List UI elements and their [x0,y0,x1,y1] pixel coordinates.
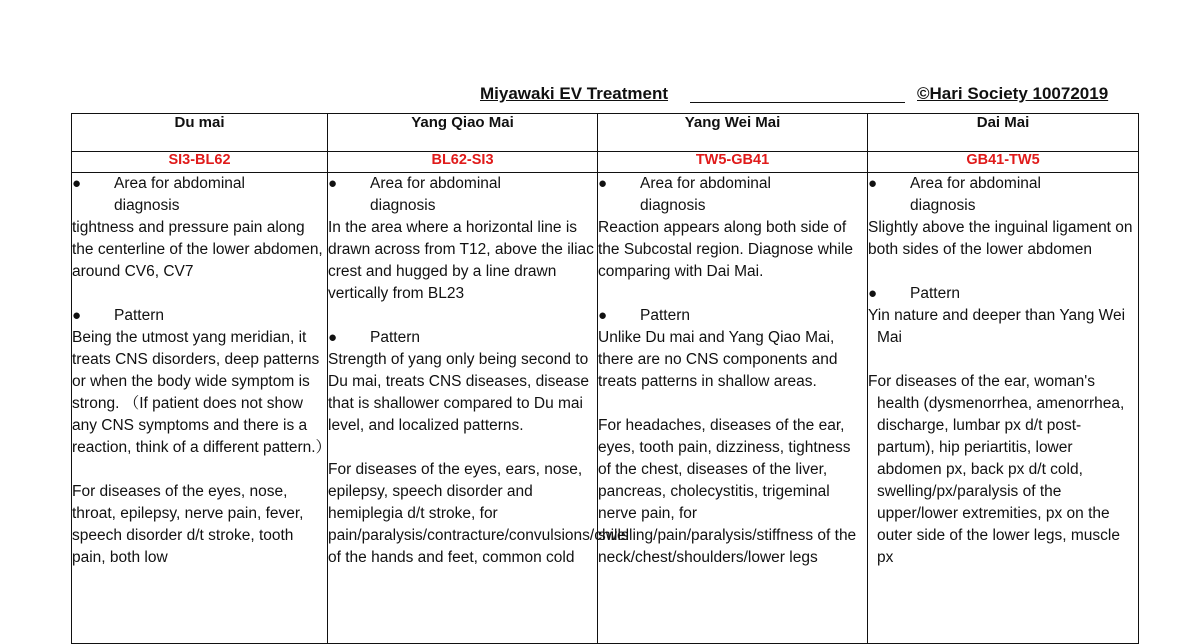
column-body-dai-mai [868,173,1139,644]
pattern-heading [598,305,867,327]
body-row [72,173,1139,644]
bullet-icon: ● [328,175,338,192]
pattern-heading-label: Pattern [910,285,960,302]
treatment-table [71,113,1139,644]
area-heading-line-1: Area for abdominal [640,175,771,192]
header-row [72,114,1139,152]
pattern-text: Strength of yang only being second to Du mai, treats CNS diseases, disease that is shallower compared to Du mai level, and localized patterns. [328,351,590,434]
column-body-yang-wei-mai [598,173,868,644]
area-heading-line-1: Area for abdominal [370,175,501,192]
point-code-dai-mai: GB41-TW5 [868,152,1139,173]
pattern-heading [328,327,597,349]
bullet-icon: ● [72,175,82,192]
column-header-yang-qiao-mai: Yang Qiao Mai [328,114,598,152]
point-code-yang-wei-mai: TW5-GB41 [598,152,868,173]
area-heading-line-1: Area for abdominal [910,175,1041,192]
area-text: Slightly above the inguinal ligament on both sides of the lower abdomen [868,219,1133,258]
area-heading [868,173,1138,217]
area-heading [72,173,327,217]
title-underline-rule [690,102,905,103]
bullet-icon: ● [598,307,608,324]
area-text: tightness and pressure pain along the centerline of the lower abdomen, around CV6, CV7 [72,219,323,280]
point-code-du-mai: SI3-BL62 [72,152,328,173]
area-heading-line-2: diagnosis [910,197,976,214]
column-header-du-mai: Du mai [72,114,328,152]
indication-text: For diseases of the eyes, ears, nose, epilepsy, speech disorder and hemiplegia d/t stroke, for pain/paralysis/contracture/convulsions/chills of the hands and feet, common cold [328,461,629,566]
bullet-icon: ● [868,285,878,302]
column-body-du-mai [72,173,332,644]
bullet-icon: ● [328,329,338,346]
document-title: Miyawaki EV Treatment [480,84,669,103]
column-header-yang-wei-mai: Yang Wei Mai [598,114,868,152]
point-code-yang-qiao-mai: BL62-SI3 [328,152,598,173]
indication-text: For diseases of the eyes, nose, throat, epilepsy, nerve pain, fever, speech disorder d/t stroke, tooth pain, both low [72,483,304,566]
pattern-heading [868,283,1138,305]
bullet-icon: ● [868,175,878,192]
area-heading-line-2: diagnosis [370,197,436,214]
indication-text: For diseases of the ear, woman's health (dysmenorrhea, amenorrhea, discharge, lumbar px d/t post-partum), hip periartitis, lower abdomen px, back px d/t cold, swelling/px/paralysis of the upper/lower extremities, px on the outer side of the lower legs, muscle px [868,373,1125,566]
document-title-row [0,84,1200,106]
pattern-text: Being the utmost yang meridian, it treats CNS disorders, deep patterns or when the body wide symptom is strong. （If patient does not show any CNS symptoms and there is a reaction, think of a different pattern.） [72,329,332,456]
area-heading [598,173,867,217]
pattern-heading [72,305,327,327]
column-header-dai-mai: Dai Mai [868,114,1139,152]
indication-text: For headaches, diseases of the ear, eyes, tooth pain, dizziness, tightness of the chest, diseases of the liver, pancreas, cholecystitis, trigeminal nerve pain, for swelling/pain/paralysis/stiffness of the neck/chest/shoulders/lower legs [598,417,857,566]
pattern-heading-label: Pattern [640,307,690,324]
copyright-notice: ©Hari Society 10072019 [917,84,1109,103]
area-heading-line-2: diagnosis [640,197,706,214]
column-body-yang-qiao-mai [328,173,629,644]
bullet-icon: ● [72,307,82,324]
pattern-heading-label: Pattern [114,307,164,324]
area-text: In the area where a horizontal line is drawn across from T12, above the iliac crest and hugged by a line drawn vertically from BL23 [328,219,594,302]
bullet-icon: ● [598,175,608,192]
code-row [72,152,1139,173]
area-heading [328,173,597,217]
area-text: Reaction appears along both side of the Subcostal region. Diagnose while comparing with Dai Mai. [598,219,854,280]
pattern-heading-label: Pattern [370,329,420,346]
pattern-text: Unlike Du mai and Yang Qiao Mai, there are no CNS components and treats patterns in shallow areas. [598,329,838,390]
area-heading-line-1: Area for abdominal [114,175,245,192]
area-heading-line-2: diagnosis [114,197,180,214]
pattern-text: Yin nature and deeper than Yang Wei Mai [868,307,1126,346]
